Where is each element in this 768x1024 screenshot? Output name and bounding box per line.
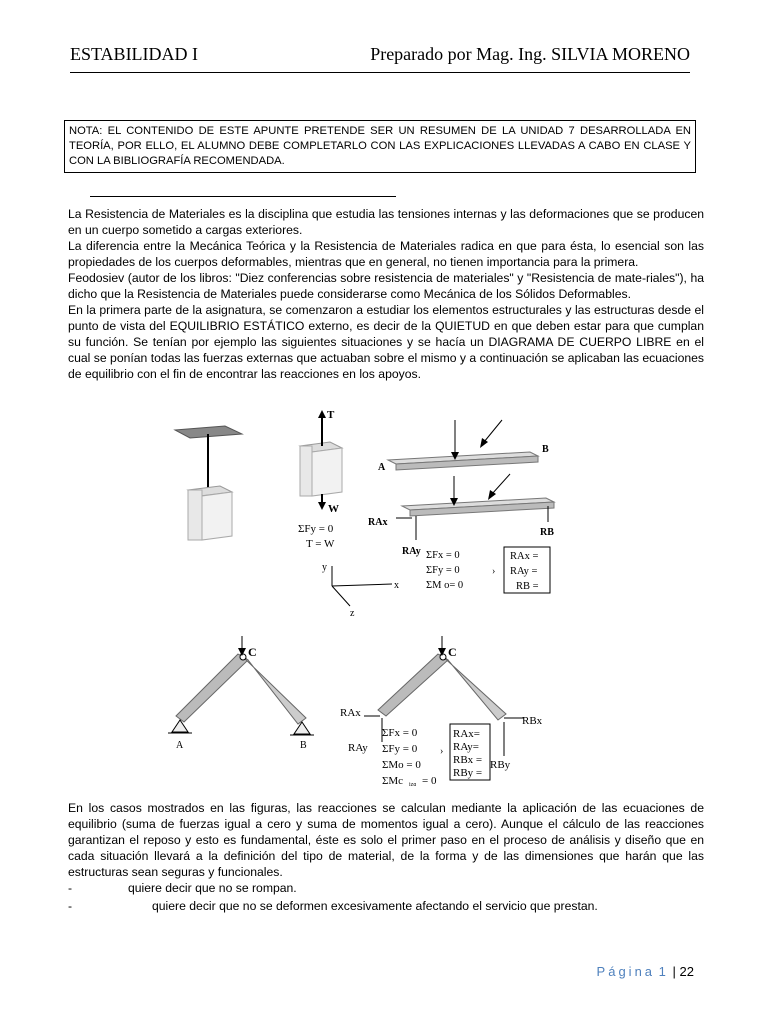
label-RAx: RAx — [340, 707, 361, 719]
label-RB: RB — [540, 527, 554, 538]
footer-label: Página — [596, 964, 656, 979]
intro-text — [68, 206, 704, 382]
footer-separator: | — [672, 964, 676, 979]
bullet-dash: - — [68, 881, 73, 895]
divider — [90, 196, 396, 197]
bullet-text: quiere decir que no se deformen excesivamente afectando el servicio que prestan. — [152, 899, 598, 913]
label-W: W — [328, 503, 339, 515]
result-ray: RAy = — [510, 566, 538, 577]
eq-fy: ΣFy = 0 — [382, 743, 418, 755]
paragraph: La Resistencia de Materiales es la disciplina que estudia las tensiones internas y las deformaciones que se producen en un cuerpo sometido a cargas exteriores. — [68, 207, 704, 237]
header-course: ESTABILIDAD I — [70, 44, 199, 64]
paragraph: Feodosiev (autor de los libros: "Diez conferencias sobre resistencia de materiales" y "Resistencia de mate-riales"), ha dicho que la Resistencia de Materiales puede considerarse como Mecánica de los Sólidos Deformables. — [68, 271, 704, 301]
header-author: Preparado por Mag. Ing. SILVIA MORENO — [370, 44, 690, 64]
result-rbx: RBx = — [453, 754, 483, 766]
axis-x: x — [394, 580, 399, 591]
eq-fy: ΣFy = 0 — [426, 565, 460, 576]
label-RBy: RBy — [490, 759, 511, 771]
result-rb: RB = — [516, 581, 539, 592]
label-A-left: A — [176, 740, 184, 751]
axis-y: y — [322, 562, 327, 573]
eq-mc: ΣMc — [382, 775, 404, 786]
paragraph: En los casos mostrados en las figuras, las reacciones se calculan mediante la aplicación de las ecuaciones de equilibrio (suma de fuerzas igual a cero y suma de momentos igual a cero). Aunque el cálculo de las reacciones garantizan el reposo y esto es fundamental, éste es solo el primer paso en el proceso de análisis y diseño que en cada situación llevará a la definición del tipo de material, de la forma y de las dimensiones que harán que las estructuras sean seguras y funcionales. — [68, 801, 704, 879]
paragraph: La diferencia entre la Mecánica Teórica y la Resistencia de Materiales radica en que para ésta, lo esencial son las propiedades de los cuerpos deformables, mientras que en general, no tienen importancia para la primera. — [68, 239, 704, 269]
bullet-dash: - — [68, 899, 73, 913]
eq-sumFy: ΣFy = 0 — [298, 523, 334, 535]
label-T: T — [327, 409, 335, 421]
result-rax: RAx = — [510, 551, 539, 562]
result-rax: RAx= — [453, 728, 480, 740]
label-C-right: C — [448, 645, 457, 659]
footer-page-number: 1 — [658, 964, 669, 979]
result-rby: RBy = — [453, 767, 483, 779]
page-footer — [597, 964, 694, 979]
label-C-left: C — [248, 645, 257, 659]
note-box: NOTA: EL CONTENIDO DE ESTE APUNTE PRETENDE SER UN RESUMEN DE LA UNIDAD 7 DESARROLLADA EN TEORÍA, POR ELLO, EL ALUMNO DEBE COMPLETARLO CON LAS EXPLICACIONES LLEVADAS A CABO EN CLASE Y CON LA BIBLIOGRAFÍA RECOMENDADA. — [64, 120, 696, 173]
eq-mo: ΣMo = 0 — [382, 759, 421, 771]
eq-mc-sub: izq — [409, 782, 417, 786]
bullet-item — [68, 880, 704, 896]
axis-z: z — [350, 608, 355, 619]
label-RAy: RAy — [402, 546, 421, 557]
label-A: A — [378, 462, 386, 473]
label-RAy: RAy — [348, 742, 368, 754]
label-RAx: RAx — [368, 517, 388, 528]
label-RBx: RBx — [522, 715, 543, 727]
figure-beam-and-block — [170, 408, 590, 623]
eq-TW: T = W — [306, 538, 335, 550]
figure-three-hinged-arch — [168, 636, 548, 786]
eq-mc-end: = 0 — [422, 775, 437, 786]
paragraph: En la primera parte de la asignatura, se comenzaron a estudiar los elementos estructurales y las estructuras desde el punto de vista del EQUILIBRIO ESTÁTICO externo, es decir de la QUIETUD en que deben estar para que cumplan su función. Se tenían por ejemplo las siguientes situaciones y se hacía un DIAGRAMA DE CUERPO LIBRE en el cual se ponían todas las fuerzas externas que actuaban sobre el mismo y a continuación se aplicaban las ecuaciones de equilibrio con el fin de encontrar las reacciones en los apoyos. — [68, 303, 704, 381]
conclusion-text — [68, 800, 704, 914]
eq-fx: ΣFx = 0 — [426, 550, 460, 561]
label-B: B — [542, 444, 549, 455]
result-ray: RAy= — [453, 741, 479, 753]
bullet-item — [68, 898, 704, 914]
eq-mo: ΣM o= 0 — [426, 580, 464, 591]
eq-fx: ΣFx = 0 — [382, 727, 418, 739]
page-header — [70, 42, 690, 73]
arrow-glyph: › — [492, 566, 496, 577]
footer-total: 22 — [679, 964, 694, 979]
label-B-left: B — [300, 740, 307, 751]
arrow-glyph: › — [440, 746, 444, 757]
bullet-text: quiere decir que no se rompan. — [128, 881, 297, 895]
